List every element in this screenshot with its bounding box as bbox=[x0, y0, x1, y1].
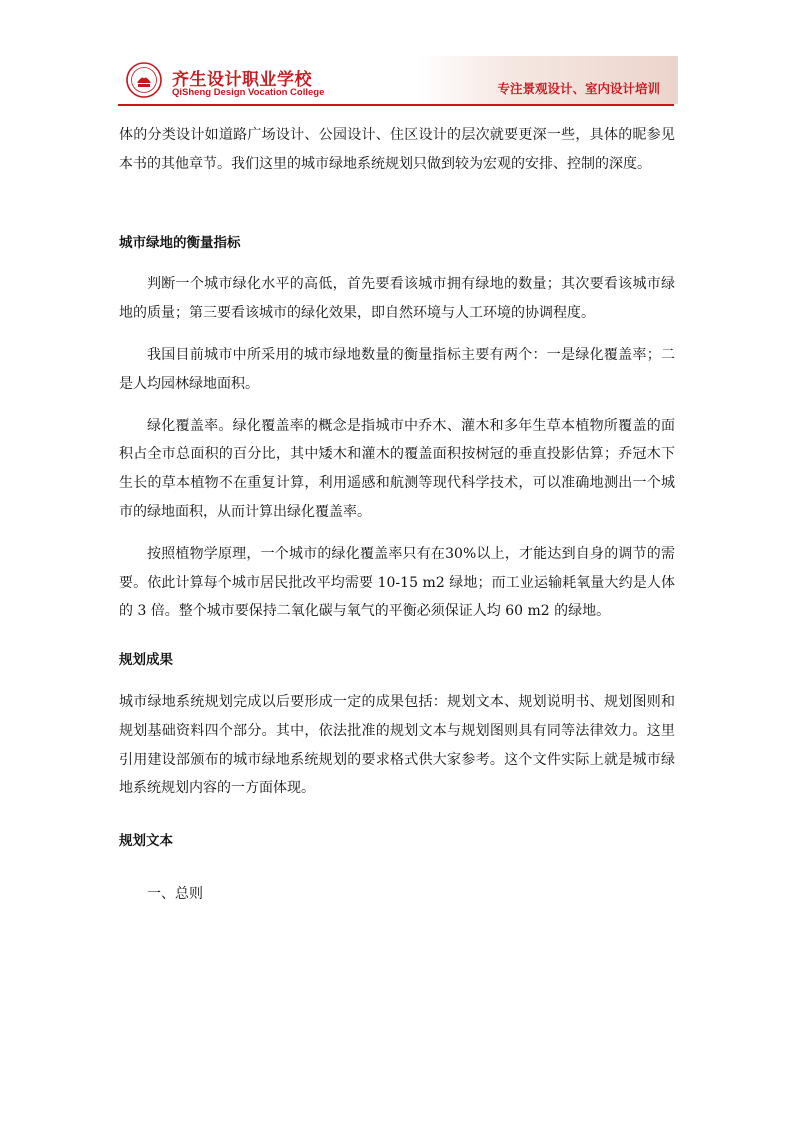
school-seal-logo bbox=[126, 62, 162, 98]
slogan-banner bbox=[418, 56, 678, 104]
paragraph-botany: 按照植物学原理，一个城市的绿化覆盖率只有在30%以上，才能达到自身的调节的需要。依此计算每个城市居民批改平均需要 10-15 m2 绿地；而工业运输耗氧量大约是人体的 3 倍。整个城市要保持二氧化碳与氧气的平衡必须保证人均 60 m2 的绿地。 bbox=[119, 545, 675, 620]
header-divider bbox=[118, 104, 674, 106]
paragraph-intro: 体的分类设计如道路广场设计、公园设计、住区设计的层次就要更深一些，具体的昵参见本书的其他章节。我们这里的城市绿地系统规划只做到较为宏观的安排、控制的深度。 bbox=[119, 127, 675, 172]
heading-indicators: 城市绿地的衡量指标 bbox=[119, 234, 241, 251]
school-name: 齐生设计职业学校 bbox=[172, 70, 312, 90]
paragraph-results: 城市绿地系统规划完成以后要形成一定的成果包括：规划文本、规划说明书、规划图则和规划基础资料四个部分。其中，依法批准的规划文本与规划图则具有同等法律效力。这里引用建设部颁布的城市绿地系统规划的要求格式供大家参考。这个文件实际上就是城市绿地系统规划内容的一方面体现。 bbox=[119, 693, 675, 797]
page-header bbox=[118, 56, 678, 104]
paragraph-main-indicators: 我国目前城市中所采用的城市绿地数量的衡量指标主要有两个：一是绿化覆盖率；二是人均园林绿地面积。 bbox=[119, 346, 675, 392]
document-body bbox=[119, 121, 675, 909]
slogan-text: 专注景观设计、室内设计培训 bbox=[497, 81, 660, 96]
heading-plan-text: 规划文本 bbox=[119, 833, 173, 850]
heading-results: 规划成果 bbox=[119, 652, 173, 669]
paragraph-judge: 判断一个城市绿化水平的高低，首先要看该城市拥有绿地的数量；其次要看该城市绿地的质量；第三要看该城市的绿化效果，即自然环境与人工环境的协调程度。 bbox=[119, 276, 675, 322]
list-item-general: 一、总则 bbox=[147, 885, 203, 902]
school-name-english: QiSheng Design Vocation College bbox=[172, 87, 325, 98]
paragraph-coverage: 绿化覆盖率。绿化覆盖率的概念是指城市中乔木、灌木和多年生草本植物所覆盖的面积占全市总面积的百分比，其中矮木和灌木的覆盖面积按树冠的垂直投影估算；乔冠木下生长的草本植物不在重复计算，利用遥感和航测等现代科学技术，可以准确地测出一个城市的绿地面积，从而计算出绿化覆盖率。 bbox=[119, 417, 675, 520]
